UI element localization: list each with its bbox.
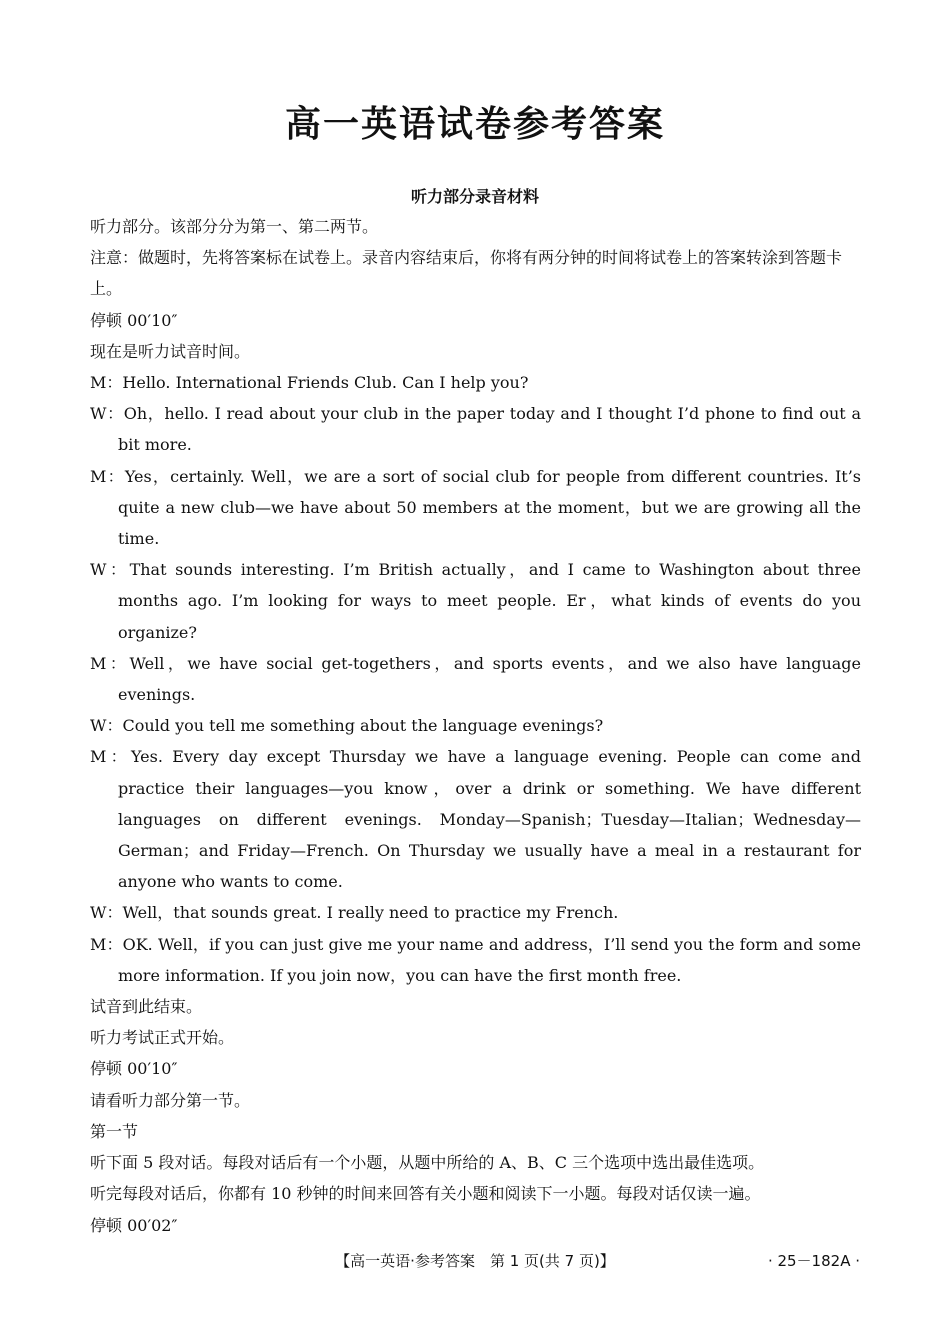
dialogue-text: OK. Well，if you can just give me your name and address，I’ll send you the form and some more information. If you join now，you can have the first month free. [118,934,861,985]
dialogue-line [90,710,861,741]
outro-paragraph: 试音到此结束。 [90,997,203,1017]
dialogue-text: Yes. Every day except Thursday we have a language evening. People can come and practice their languages—you know，over a drink or something. We have different languages on different evenings. Monday—Spanish；Tuesday—Italian；Wednesday—German；and Friday—French. On Thursday we usually have a meal in a restaurant for anyone who wants to come. [118,747,862,892]
intro-paragraph: 注意：做题时，先将答案标在试卷上。录音内容结束后，你将有两分钟的时间将试卷上的答案转涂到答题卡上。 [90,248,843,299]
dialogue-line [90,897,861,928]
instruction-paragraph: 听下面 5 段对话。每段对话后有一个小题，从题中所给的 A、B、C 三个选项中选出最佳选项。 [90,1153,765,1173]
intro-paragraph: 听力部分。该部分分为第一、第二两节。 [90,217,379,236]
dialogue-text: That sounds interesting. I’m British actually，and I came to Washington about three months ago. I’m looking for ways to meet people. Er，what kinds of events do you organize? [118,560,861,642]
pause-note: 停顿 00′10″ [90,1059,178,1079]
pause-note: 停顿 00′10″ [90,310,178,330]
document-code: · 25－182A · [767,1252,860,1270]
page-footer: 【高一英语·参考答案 第 1 页(共 7 页)】 [335,1252,615,1270]
section-heading: 第一节 [90,1121,139,1141]
speaker-label: M： [90,747,131,767]
pause-note: 停顿 00′02″ [90,1215,178,1235]
instruction-paragraph: 听完每段对话后，你都有 10 秒钟的时间来回答有关小题和阅读下一小题。每段对话仅读一遍。 [90,1184,761,1204]
document-body [90,211,861,1241]
dialogue-text: Well，we have social get-togethers，and sports events，and we also have language evenings. [118,653,861,705]
page-title: 高一英语试卷参考答案 [284,104,665,145]
dialogue-text: Oh，hello. I read about your club in the paper today and I thought I’d phone to find out a bit more. [118,404,861,455]
outro-paragraph: 听力考试正式开始。 [90,1028,235,1048]
speaker-label: M： [90,934,123,954]
section-subtitle: 听力部分录音材料 [410,187,539,206]
dialogue-line [90,648,861,710]
dialogue-line [90,741,861,897]
speaker-label: W： [90,560,130,580]
dialogue-line [90,398,861,460]
speaker-label: M： [90,466,125,486]
outro-paragraph: 请看听力部分第一节。 [90,1090,251,1110]
dialogue-line [90,929,861,991]
speaker-label: M： [90,373,123,393]
dialogue-text: Hello. International Friends Club. Can I help you? [122,373,529,393]
dialogue-text: Well，that sounds great. I really need to practice my French. [122,903,619,923]
dialogue-text: Could you tell me something about the language evenings? [122,716,604,736]
dialogue-text: Yes，certainly. Well，we are a sort of social club for people from different countries. It’s quite a new club—we have about 50 members at the moment，but we are growing all the time. [118,466,861,549]
speaker-label: M： [90,653,130,673]
dialogue-line [90,367,861,398]
speaker-label: W： [90,716,123,736]
speaker-label: W： [90,404,124,424]
dialogue-line [90,461,861,555]
speaker-label: W： [90,903,123,923]
intro-paragraph: 现在是听力试音时间。 [90,341,251,361]
dialogue-line [90,554,861,648]
